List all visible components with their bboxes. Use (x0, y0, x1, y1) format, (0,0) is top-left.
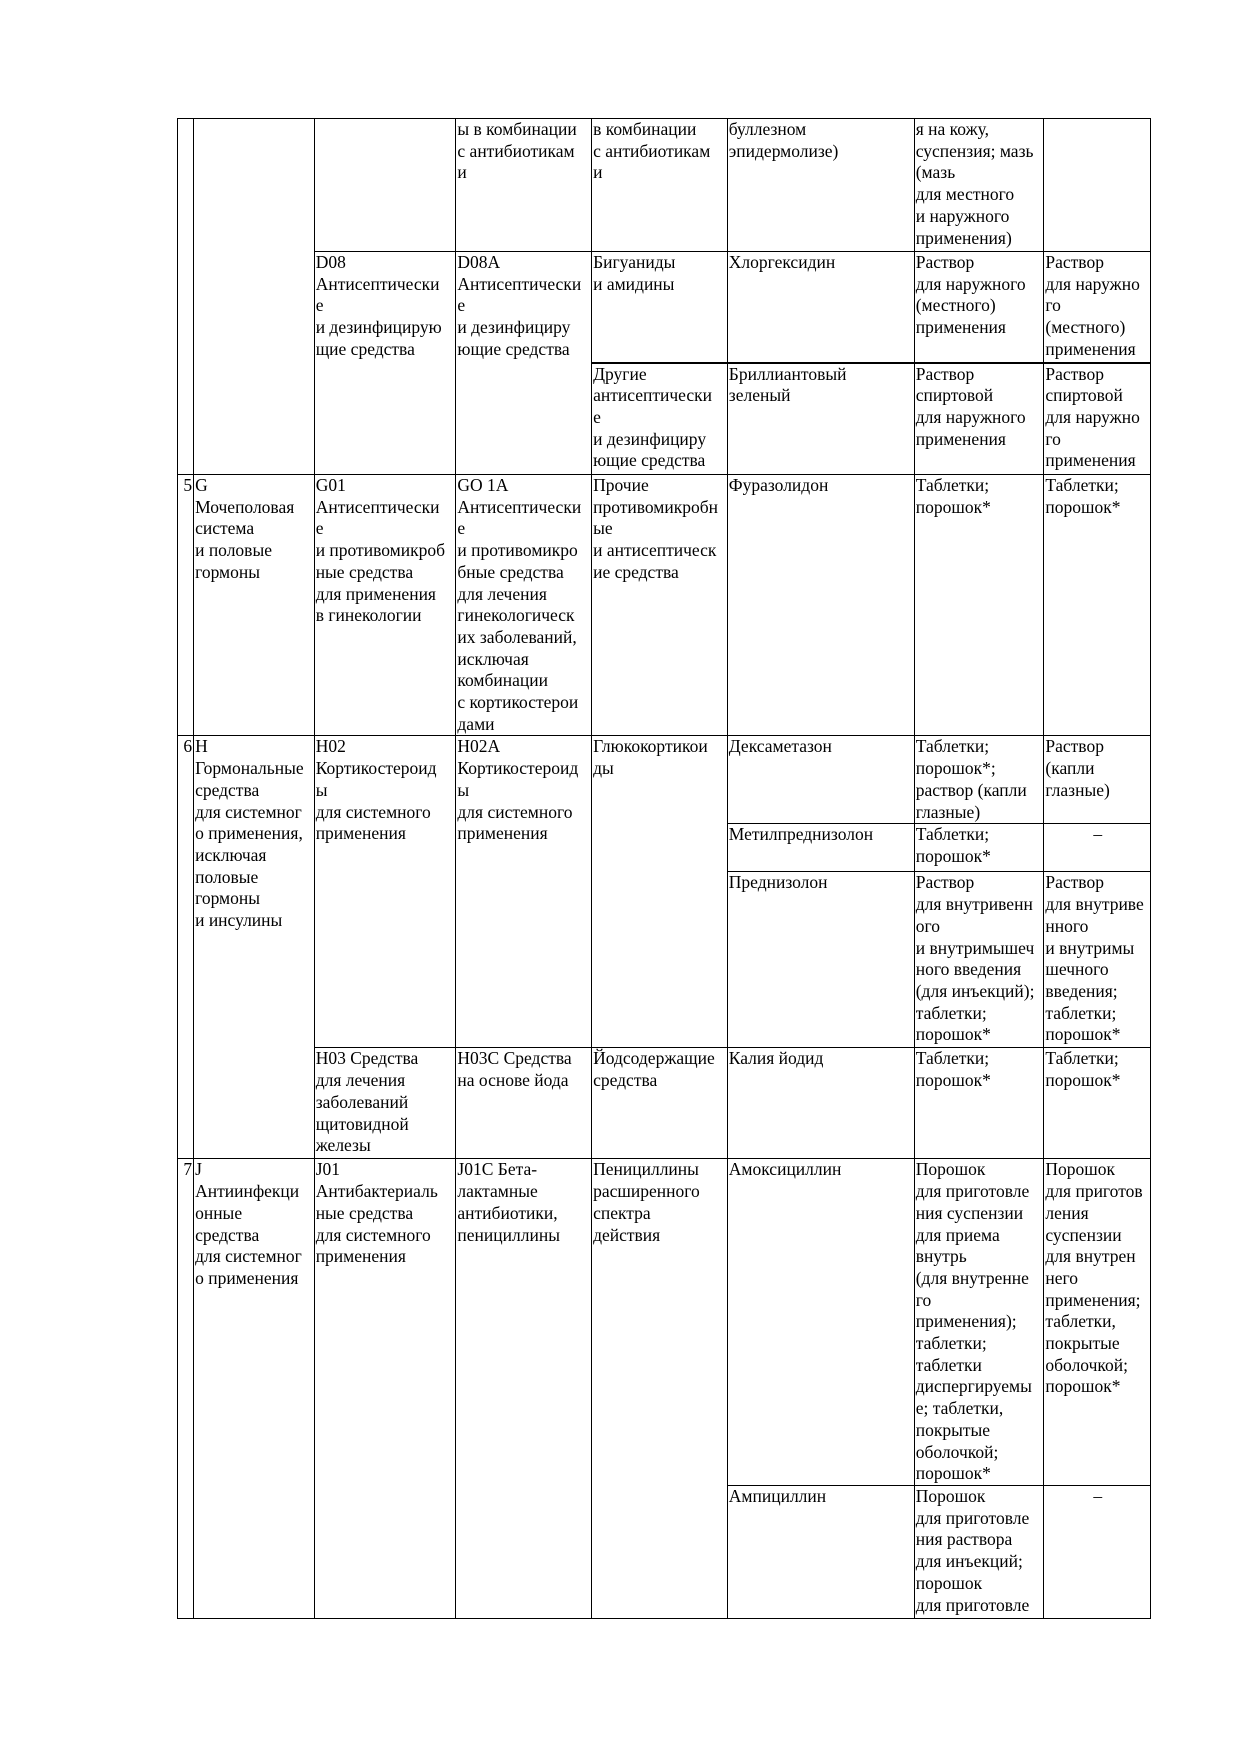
cell-dosage-form: Порошок для приготовле ния суспензии для приема внутрь (для внутренне го применения); таблетки; таблетки диспергируемы е; таблетки, покрытые оболочкой; порошок* (914, 1159, 1044, 1486)
cell-dosage-form-alt: Раствор для наружно го (местного) применения (1044, 252, 1151, 363)
cell-pharm-group: Глюкокортикои ды (592, 736, 728, 1048)
cell-drug-name: Хлоргексидин (727, 252, 914, 363)
cell-dosage-form: Порошок для приготовле ния раствора для инъекций; порошок для приготовле (914, 1485, 1044, 1618)
cell-dosage-form-alt: Порошок для приготов ления суспензии для внутрен него применения; таблетки, покрытые оболочкой; порошок* (1044, 1159, 1151, 1486)
cell-atc-code: ы в комбинации с антибиотикам и (456, 119, 592, 252)
cell-dosage-form: Раствор спиртовой для наружного применения (914, 363, 1044, 475)
cell-number (178, 119, 194, 475)
cell-pharm-group: Бигуаниды и амидины (592, 252, 728, 363)
cell-atc-code: H02A Кортикостероид ы для системного применения (456, 736, 592, 1048)
cell-subgroup: H02 Кортикостероид ы для системного применения (314, 736, 456, 1048)
cell-drug-name: Ампициллин (727, 1485, 914, 1618)
table-row (178, 475, 1151, 736)
cell-dosage-form: Таблетки; порошок* (914, 824, 1044, 872)
cell-group: J Антиинфекци онные средства для системног о применения (194, 1159, 315, 1619)
table-row (178, 1048, 1151, 1159)
cell-pharm-group: Пенициллины расширенного спектра действия (592, 1159, 728, 1619)
cell-atc-code: D08A Антисептически е и дезинфициру ющие средства (456, 252, 592, 475)
cell-pharm-group: Другие антисептически е и дезинфициру ющие средства (592, 363, 728, 475)
cell-atc-code: H03C Средства на основе йода (456, 1048, 592, 1159)
cell-number: 7 (178, 1159, 194, 1619)
cell-pharm-group: Прочие противомикробн ые и антисептическ ие средства (592, 475, 728, 736)
cell-pharm-group: Йодсодержащие средства (592, 1048, 728, 1159)
cell-dosage-form-alt: – (1044, 824, 1151, 872)
table-row (178, 1159, 1151, 1486)
cell-drug-name: Фуразолидон (727, 475, 914, 736)
cell-dosage-form: Таблетки; порошок* (914, 475, 1044, 736)
cell-drug-name: Бриллиантовый зеленый (727, 363, 914, 475)
cell-subgroup: G01 Антисептически е и противомикроб ные средства для применения в гинекологии (314, 475, 456, 736)
cell-group (194, 119, 315, 475)
cell-drug-name: Калия йодид (727, 1048, 914, 1159)
table-row (178, 252, 1151, 363)
cell-dosage-form-alt: – (1044, 1485, 1151, 1618)
cell-dosage-form: Таблетки; порошок*; раствор (капли глазные) (914, 736, 1044, 824)
cell-drug-name: Метилпреднизолон (727, 824, 914, 872)
medicine-list-table (177, 118, 1151, 1619)
cell-subgroup: H03 Средства для лечения заболеваний щитовидной железы (314, 1048, 456, 1159)
cell-number: 6 (178, 736, 194, 1159)
cell-number: 5 (178, 475, 194, 736)
cell-drug-name: Дексаметазон (727, 736, 914, 824)
cell-dosage-form: Раствор для внутривенн ого и внутримышеч ного введения (для инъекций); таблетки; порошок* (914, 872, 1044, 1048)
cell-subgroup (314, 119, 456, 252)
cell-dosage-form: Раствор для наружного (местного) применения (914, 252, 1044, 363)
cell-drug-name: Амоксициллин (727, 1159, 914, 1486)
cell-dosage-form-alt: Раствор спиртовой для наружно го применения (1044, 363, 1151, 475)
cell-drug-name: Преднизолон (727, 872, 914, 1048)
cell-dosage-form: я на кожу, суспензия; мазь (мазь для местного и наружного применения) (914, 119, 1044, 252)
cell-subgroup: D08 Антисептически е и дезинфицирую щие средства (314, 252, 456, 475)
cell-dosage-form-alt: Таблетки; порошок* (1044, 1048, 1151, 1159)
cell-atc-code: GO 1A Антисептически е и противомикро бные средства для лечения гинекологическ их заболеваний, исключая комбинации с кортикостерои дами (456, 475, 592, 736)
cell-group: H Гормональные средства для системног о применения, исключая половые гормоны и инсулины (194, 736, 315, 1159)
cell-dosage-form-alt: Раствор (капли глазные) (1044, 736, 1151, 824)
cell-pharm-group: в комбинации с антибиотикам и (592, 119, 728, 252)
cell-atc-code: J01C Бета- лактамные антибиотики, пенициллины (456, 1159, 592, 1619)
table-row (178, 736, 1151, 824)
cell-dosage-form-alt: Раствор для внутриве нного и внутримы шечного введения; таблетки; порошок* (1044, 872, 1151, 1048)
cell-dosage-form-alt: Таблетки; порошок* (1044, 475, 1151, 736)
cell-subgroup: J01 Антибактериаль ные средства для системного применения (314, 1159, 456, 1619)
table-row (178, 119, 1151, 252)
cell-drug-name: буллезном эпидермолизе) (727, 119, 914, 252)
cell-dosage-form: Таблетки; порошок* (914, 1048, 1044, 1159)
cell-group: G Мочеполовая система и половые гормоны (194, 475, 315, 736)
cell-dosage-form-alt (1044, 119, 1151, 252)
